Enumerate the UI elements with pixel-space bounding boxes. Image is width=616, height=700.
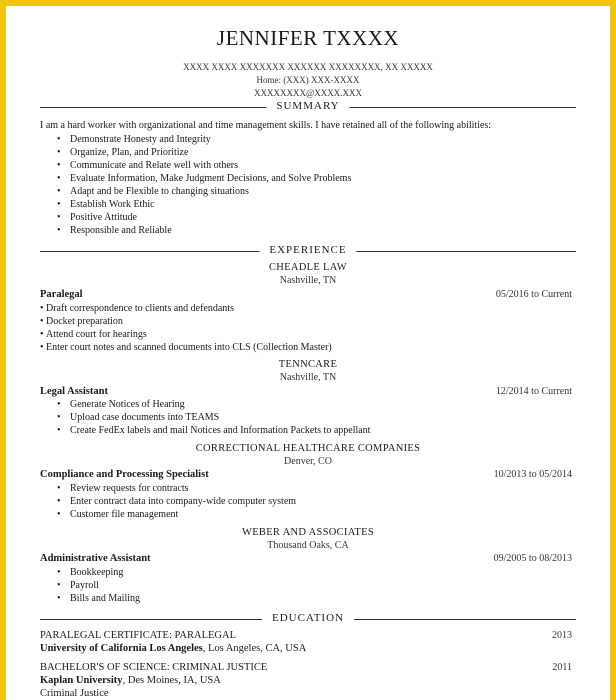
school-place: , Los Angeles, CA, USA bbox=[202, 643, 307, 654]
employer-location: Nashville, TN bbox=[279, 275, 337, 286]
job-dates: 09/2005 to 08/2013 bbox=[493, 553, 572, 564]
contact-phone: Home: (XXX) XXX-XXXX bbox=[256, 75, 360, 85]
degree-line bbox=[40, 662, 267, 673]
list-item: • Communicate and Relate well with others bbox=[40, 159, 351, 172]
school-place: , Des Moines, IA, USA bbox=[122, 675, 221, 686]
school-line bbox=[40, 675, 221, 686]
list-item: • Adapt and be Flexible to changing situations bbox=[40, 185, 351, 198]
job-dates: 10/2013 to 05/2014 bbox=[493, 469, 572, 480]
list-item: • Enter court notes and scanned documents into CLS (Collection Master) bbox=[40, 341, 332, 354]
list-item: • Customer file management bbox=[40, 508, 296, 521]
list-item: • Enter contract data into company-wide computer system bbox=[40, 495, 296, 508]
job-title: Legal Assistant bbox=[40, 386, 108, 397]
list-item: • Docket preparation bbox=[40, 315, 332, 328]
employer-location: Nashville, TN bbox=[279, 372, 337, 383]
resume-page bbox=[6, 6, 610, 700]
employer-location: Denver, CO bbox=[284, 456, 332, 467]
school-name: University of California Los Angeles bbox=[40, 643, 203, 654]
school-line bbox=[40, 643, 306, 654]
degree-note: Criminal Justice bbox=[40, 688, 109, 699]
employer-name: WEBER AND ASSOCIATES bbox=[241, 527, 374, 538]
job-title: Administrative Assistant bbox=[40, 553, 151, 564]
job-dates: 05/2016 to Current bbox=[495, 289, 572, 300]
employer-name: CHEADLE LAW bbox=[269, 262, 347, 273]
school-name: Kaplan University bbox=[40, 675, 123, 686]
employer-name: CORRECTIONAL HEALTHCARE COMPANIES bbox=[195, 443, 421, 454]
summary-intro: I am a hard worker with organizational and time management skills. I have retained all of the following abilities: bbox=[40, 120, 492, 131]
list-item: • Attend court for hearings bbox=[40, 328, 332, 341]
degree-field: : PARALEGAL bbox=[168, 630, 236, 641]
employer-location: Thousand Oaks, CA bbox=[267, 540, 349, 551]
experience-heading bbox=[40, 244, 576, 258]
contact-email: XXXXXXXX@XXXX.XXX bbox=[253, 88, 363, 98]
list-item: • Bills and Mailing bbox=[40, 592, 140, 605]
degree-year: 2013 bbox=[552, 630, 572, 641]
list-item: • Establish Work Ethic bbox=[40, 198, 351, 211]
job-duties bbox=[40, 398, 370, 437]
job-dates: 12/2014 to Current bbox=[495, 386, 572, 397]
employer-name: TENNCARE bbox=[278, 359, 338, 370]
experience-title: EXPERIENCE bbox=[259, 244, 356, 256]
summary-heading bbox=[40, 100, 576, 114]
list-item: • Generate Notices of Hearing bbox=[40, 398, 370, 411]
list-item: • Demonstrate Honesty and Integrity bbox=[40, 133, 351, 146]
list-item: • Evaluate Information, Make Judgment Decisions, and Solve Problems bbox=[40, 172, 351, 185]
degree-name: BACHELOR'S OF SCIENCE bbox=[40, 662, 167, 673]
list-item: • Positive Attitude bbox=[40, 211, 351, 224]
list-item: • Responsible and Reliable bbox=[40, 224, 351, 237]
list-item: • Organize, Plan, and Prioritize bbox=[40, 146, 351, 159]
list-item: • Payroll bbox=[40, 579, 140, 592]
degree-line bbox=[40, 630, 236, 641]
summary-title: SUMMARY bbox=[266, 100, 349, 112]
job-title: Compliance and Processing Specialist bbox=[40, 469, 209, 480]
summary-list bbox=[40, 133, 351, 237]
list-item: • Upload case documents into TEAMS bbox=[40, 411, 370, 424]
job-duties bbox=[40, 302, 332, 354]
degree-year: 2011 bbox=[552, 662, 572, 673]
degree-field: : CRIMINAL JUSTICE bbox=[166, 662, 268, 673]
list-item: • Create FedEx labels and mail Notices and Information Packets to appellant bbox=[40, 424, 370, 437]
list-item: • Bookkeeping bbox=[40, 566, 140, 579]
list-item: • Review requests for contracts bbox=[40, 482, 296, 495]
job-title: Paralegal bbox=[40, 289, 83, 300]
education-title: EDUCATION bbox=[262, 612, 354, 624]
job-duties bbox=[40, 566, 140, 605]
list-item: • Draft correspondence to clients and defendants bbox=[40, 302, 332, 315]
contact-address: XXXX XXXX XXXXXXX XXXXXX XXXXXXXX, XX XXXXX bbox=[183, 62, 433, 72]
degree-name: PARALEGAL CERTIFICATE bbox=[40, 630, 169, 641]
education-heading bbox=[40, 612, 576, 626]
candidate-name: JENNIFER TXXXX bbox=[216, 26, 400, 50]
job-duties bbox=[40, 482, 296, 521]
